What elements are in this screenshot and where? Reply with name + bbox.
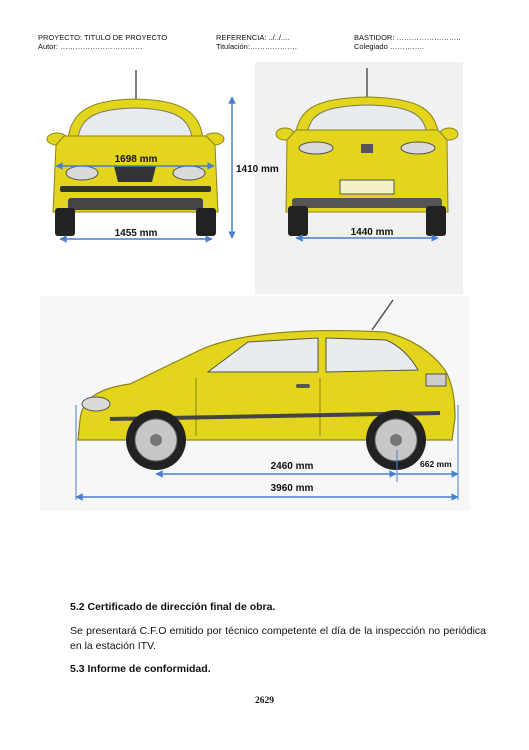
front-right-tyre xyxy=(196,208,216,236)
section-5-2-paragraph: Se presentará C.F.O emitido por técnico competente el día de la inspección no periódica en la estación ITV. xyxy=(70,625,486,652)
front-right-headlight xyxy=(173,166,205,180)
total-length-label: 3960 mm xyxy=(270,483,314,494)
rear-right-light xyxy=(401,142,435,154)
header-proyecto: PROYECTO: TITULO DE PROYECTO xyxy=(38,33,168,42)
section-5-2-title: 5.2 Certificado de dirección final de obra. xyxy=(70,601,276,613)
header-autor: Autor: …………………………… xyxy=(38,42,143,51)
front-air-intake xyxy=(68,198,203,210)
rear-left-tyre xyxy=(288,206,308,236)
header-referencia: REFERENCIA: ../../.... xyxy=(216,33,290,42)
front-track-label: 1455 mm xyxy=(114,228,158,239)
height-label: 1410 mm xyxy=(236,164,279,175)
rear-left-light xyxy=(299,142,333,154)
side-tail-light xyxy=(426,374,446,386)
wheelbase-label: 2460 mm xyxy=(270,461,314,472)
front-grille xyxy=(114,166,156,182)
front-view-car xyxy=(47,70,224,236)
rear-track-label: 1440 mm xyxy=(350,227,394,238)
front-left-headlight xyxy=(66,166,98,180)
rear-right-tyre xyxy=(426,206,446,236)
page-number: 2629 xyxy=(255,696,274,706)
header-bastidor: BASTIDOR: …………………….. xyxy=(354,33,461,42)
side-headlight xyxy=(82,397,110,411)
front-left-tyre xyxy=(55,208,75,236)
section-5-3-title: 5.3 Informe de conformidad. xyxy=(70,663,211,675)
header-colegiado: Colegiado ………….. xyxy=(354,42,425,51)
rear-license-plate xyxy=(340,180,394,194)
header-titulacion: Titulación:………………. xyxy=(216,42,297,51)
rear-overhang-label: 662 mm xyxy=(420,459,452,469)
front-width-label: 1698 mm xyxy=(114,154,158,165)
